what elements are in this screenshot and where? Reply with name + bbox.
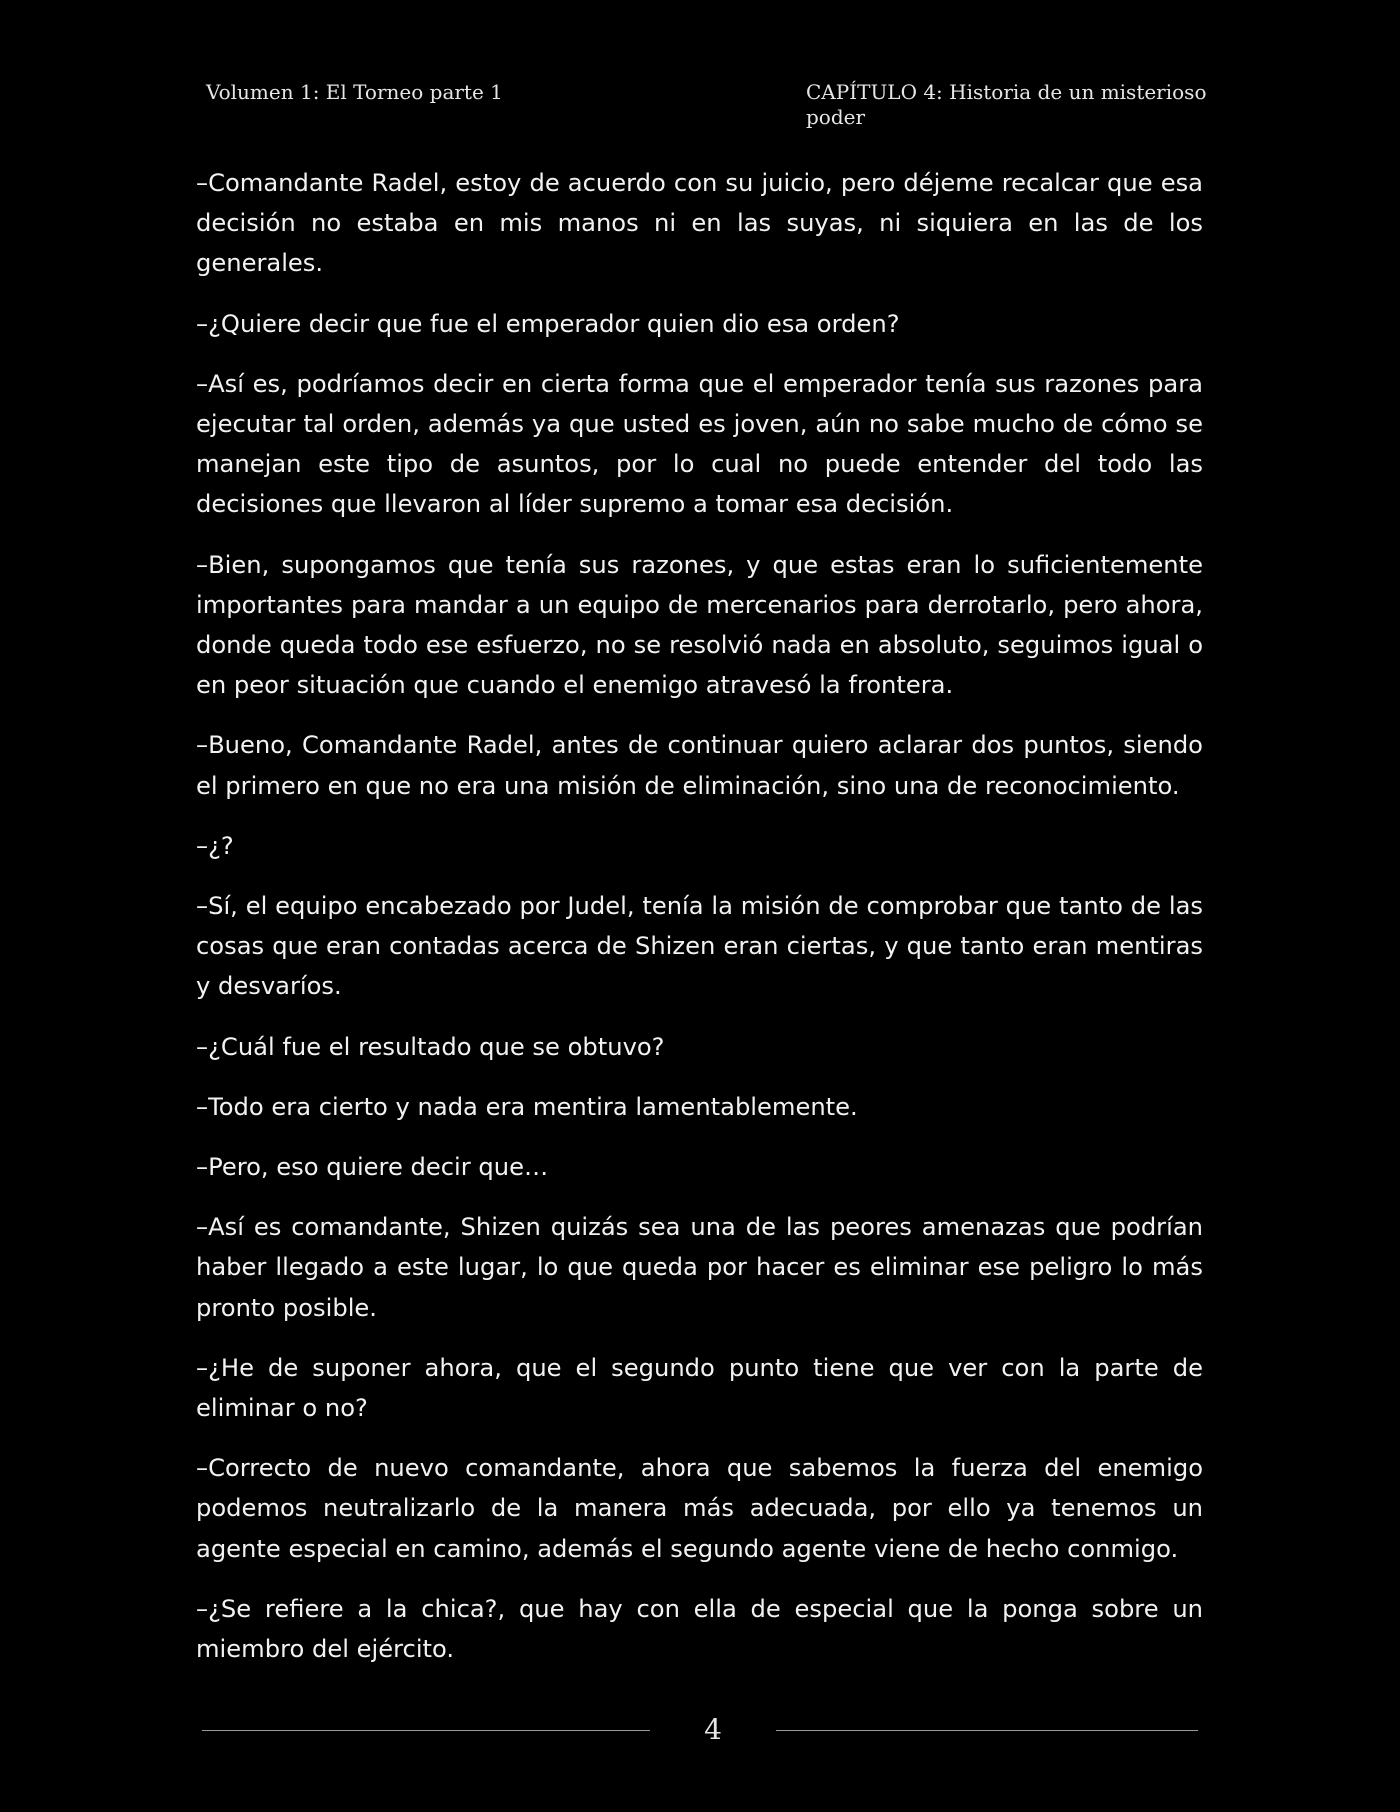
- dialogue-paragraph: –Todo era cierto y nada era mentira lamentablemente.: [196, 1092, 858, 1121]
- footer-rule-right: [776, 1730, 1198, 1731]
- dialogue-paragraph: –Sí, el equipo encabezado por Judel, tenía la misión de comprobar que tanto de las cosas que eran contadas acerca de Shizen eran ciertas, y que tanto eran mentiras y desvaríos.: [196, 892, 1203, 1001]
- header-chapter-title: CAPÍTULO 4: Historia de un misterioso poder: [806, 80, 1207, 129]
- dialogue-paragraph: –Bueno, Comandante Radel, antes de continuar quiero aclarar dos puntos, siendo el primero en que no era una misión de eliminación, sino una de reconocimiento.: [196, 731, 1203, 800]
- dialogue-paragraph: –Así es comandante, Shizen quizás sea una de las peores amenazas que podrían haber llegado a este lugar, lo que queda por hacer es eliminar ese peligro lo más pronto posible.: [196, 1213, 1203, 1322]
- dialogue-paragraph: –Correcto de nuevo comandante, ahora que sabemos la fuerza del enemigo podemos neutralizarlo de la manera más adecuada, por ello ya tenemos un agente especial en camino, además el segundo agente viene de hecho conmigo.: [196, 1454, 1203, 1563]
- dialogue-paragraph: –¿Se refiere a la chica?, que hay con ella de especial que la ponga sobre un miembro del ejército.: [196, 1594, 1203, 1664]
- dialogue-paragraph: –Comandante Radel, estoy de acuerdo con su juicio, pero déjeme recalcar que esa decisión no estaba en mis manos ni en las suyas, ni siquiera en las de los generales.: [196, 169, 1203, 278]
- dialogue-paragraph: –¿Cuál fue el resultado que se obtuvo?: [196, 1032, 665, 1061]
- dialogue-paragraph: –¿Quiere decir que fue el emperador quien dio esa orden?: [196, 309, 900, 338]
- dialogue-paragraph: –Pero, eso quiere decir que…: [196, 1153, 549, 1182]
- dialogue-paragraph: –Bien, supongamos que tenía sus razones, y que estas eran lo suficientemente importantes para mandar a un equipo de mercenarios para derrotarlo, pero ahora, donde queda todo ese esfuerzo, no se resolvió nada en absoluto, seguimos igual o en peor situación que cuando el enemigo atravesó la frontera.: [196, 550, 1203, 700]
- page-footer: [202, 1710, 1198, 1750]
- footer-rule-left: [202, 1730, 650, 1731]
- dialogue-paragraph: –¿?: [196, 831, 234, 860]
- header-volume-title: Volumen 1: El Torneo parte 1: [206, 80, 503, 104]
- dialogue-paragraph: –¿He de suponer ahora, que el segundo punto tiene que ver con la parte de eliminar o no?: [196, 1353, 1203, 1423]
- dialogue-paragraph: –Así es, podríamos decir en cierta forma que el emperador tenía sus razones para ejecutar tal orden, además ya que usted es joven, aún no sabe mucho de cómo se manejan este tipo de asuntos, por lo cual no puede entender del todo las decisiones que llevaron al líder supremo a tomar esa decisión.: [196, 369, 1203, 519]
- page-number: 4: [704, 1713, 722, 1746]
- body-text: [196, 163, 1203, 1689]
